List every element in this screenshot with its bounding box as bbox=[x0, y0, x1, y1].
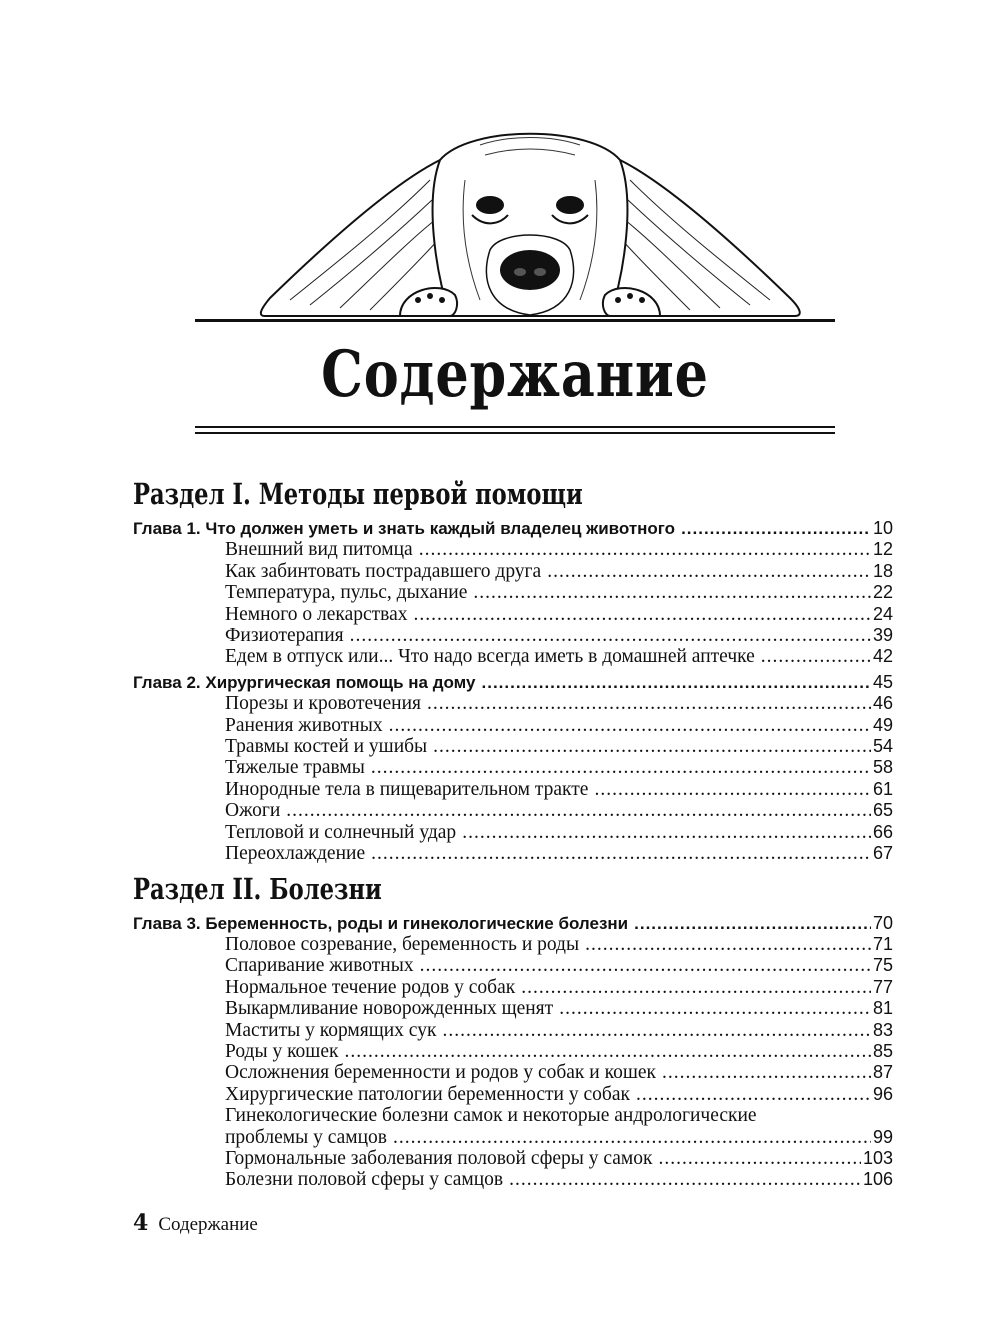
toc-item-wrapped-line1[interactable]: Гинекологические болезни самок и некоторые андрологические bbox=[225, 1105, 757, 1127]
toc-item[interactable]: Осложнения беременности и родов у собак и кошек ..... 87 bbox=[133, 1062, 893, 1083]
toc-item[interactable]: Физиотерапия ..... 39 bbox=[133, 625, 893, 646]
toc-item[interactable]: Ожоги ..... 65 bbox=[133, 800, 893, 821]
page-number: 4 bbox=[133, 1210, 149, 1236]
table-of-contents bbox=[133, 470, 893, 1191]
toc-item[interactable]: Тепловой и солнечный удар ..... 66 bbox=[133, 822, 893, 843]
toc-chapter[interactable]: Глава 1. Что должен уметь и знать каждый владелец животного ..... 10 bbox=[133, 518, 893, 539]
toc-item[interactable]: Болезни половой сферы у самцов ..... 106 bbox=[133, 1169, 893, 1190]
toc-item[interactable]: Гормональные заболевания половой сферы у самок ..... 103 bbox=[133, 1148, 893, 1169]
toc-item[interactable]: Маститы у кормящих сук ..... 83 bbox=[133, 1020, 893, 1041]
toc-item[interactable]: Хирургические патологии беременности у собак ..... 96 bbox=[133, 1084, 893, 1105]
toc-item-wrapped-line2[interactable]: проблемы у самцов ..... 99 bbox=[133, 1127, 893, 1148]
section-heading: Раздел I. Методы первой помощи bbox=[133, 477, 583, 511]
toc-chapter[interactable]: Глава 3. Беременность, роды и гинекологические болезни ..... 70 bbox=[133, 913, 893, 934]
toc-item[interactable]: Травмы костей и ушибы ..... 54 bbox=[133, 736, 893, 757]
toc-item[interactable]: Температура, пульс, дыхание ..... 22 bbox=[133, 582, 893, 603]
page-title: Содержание bbox=[321, 337, 709, 412]
toc-item[interactable]: Переохлаждение ..... 67 bbox=[133, 843, 893, 864]
toc-item[interactable]: Внешний вид питомца ..... 12 bbox=[133, 539, 893, 560]
toc-chapter[interactable]: Глава 2. Хирургическая помощь на дому ..... 45 bbox=[133, 672, 893, 693]
title-top-rule bbox=[195, 319, 835, 322]
toc-item[interactable]: Инородные тела в пищеварительном тракте ..... 61 bbox=[133, 779, 893, 800]
toc-item[interactable]: Как забинтовать пострадавшего друга ..... 18 bbox=[133, 561, 893, 582]
running-title: Содержание bbox=[158, 1214, 258, 1235]
toc-item[interactable]: Спаривание животных ..... 75 bbox=[133, 955, 893, 976]
title-bottom-rule-2 bbox=[195, 432, 835, 434]
toc-item[interactable]: Роды у кошек ..... 85 bbox=[133, 1041, 893, 1062]
toc-item[interactable]: Ранения животных ..... 49 bbox=[133, 715, 893, 736]
toc-item[interactable]: Немного о лекарствах ..... 24 bbox=[133, 604, 893, 625]
toc-item[interactable]: Выкармливание новорожденных щенят ..... 81 bbox=[133, 998, 893, 1019]
section-heading: Раздел II. Болезни bbox=[133, 871, 382, 906]
basset-hound-illustration bbox=[250, 120, 810, 325]
toc-item[interactable]: Половое созревание, беременность и роды ..... 71 bbox=[133, 934, 893, 955]
toc-item[interactable]: Тяжелые травмы ..... 58 bbox=[133, 757, 893, 778]
toc-item[interactable]: Нормальное течение родов у собак ..... 77 bbox=[133, 977, 893, 998]
toc-item[interactable]: Порезы и кровотечения ..... 46 bbox=[133, 693, 893, 714]
title-bottom-rule-1 bbox=[195, 426, 835, 428]
toc-item[interactable]: Едем в отпуск или... Что надо всегда иметь в домашней аптечке ..... 42 bbox=[133, 646, 893, 667]
page-footer bbox=[133, 1210, 258, 1236]
